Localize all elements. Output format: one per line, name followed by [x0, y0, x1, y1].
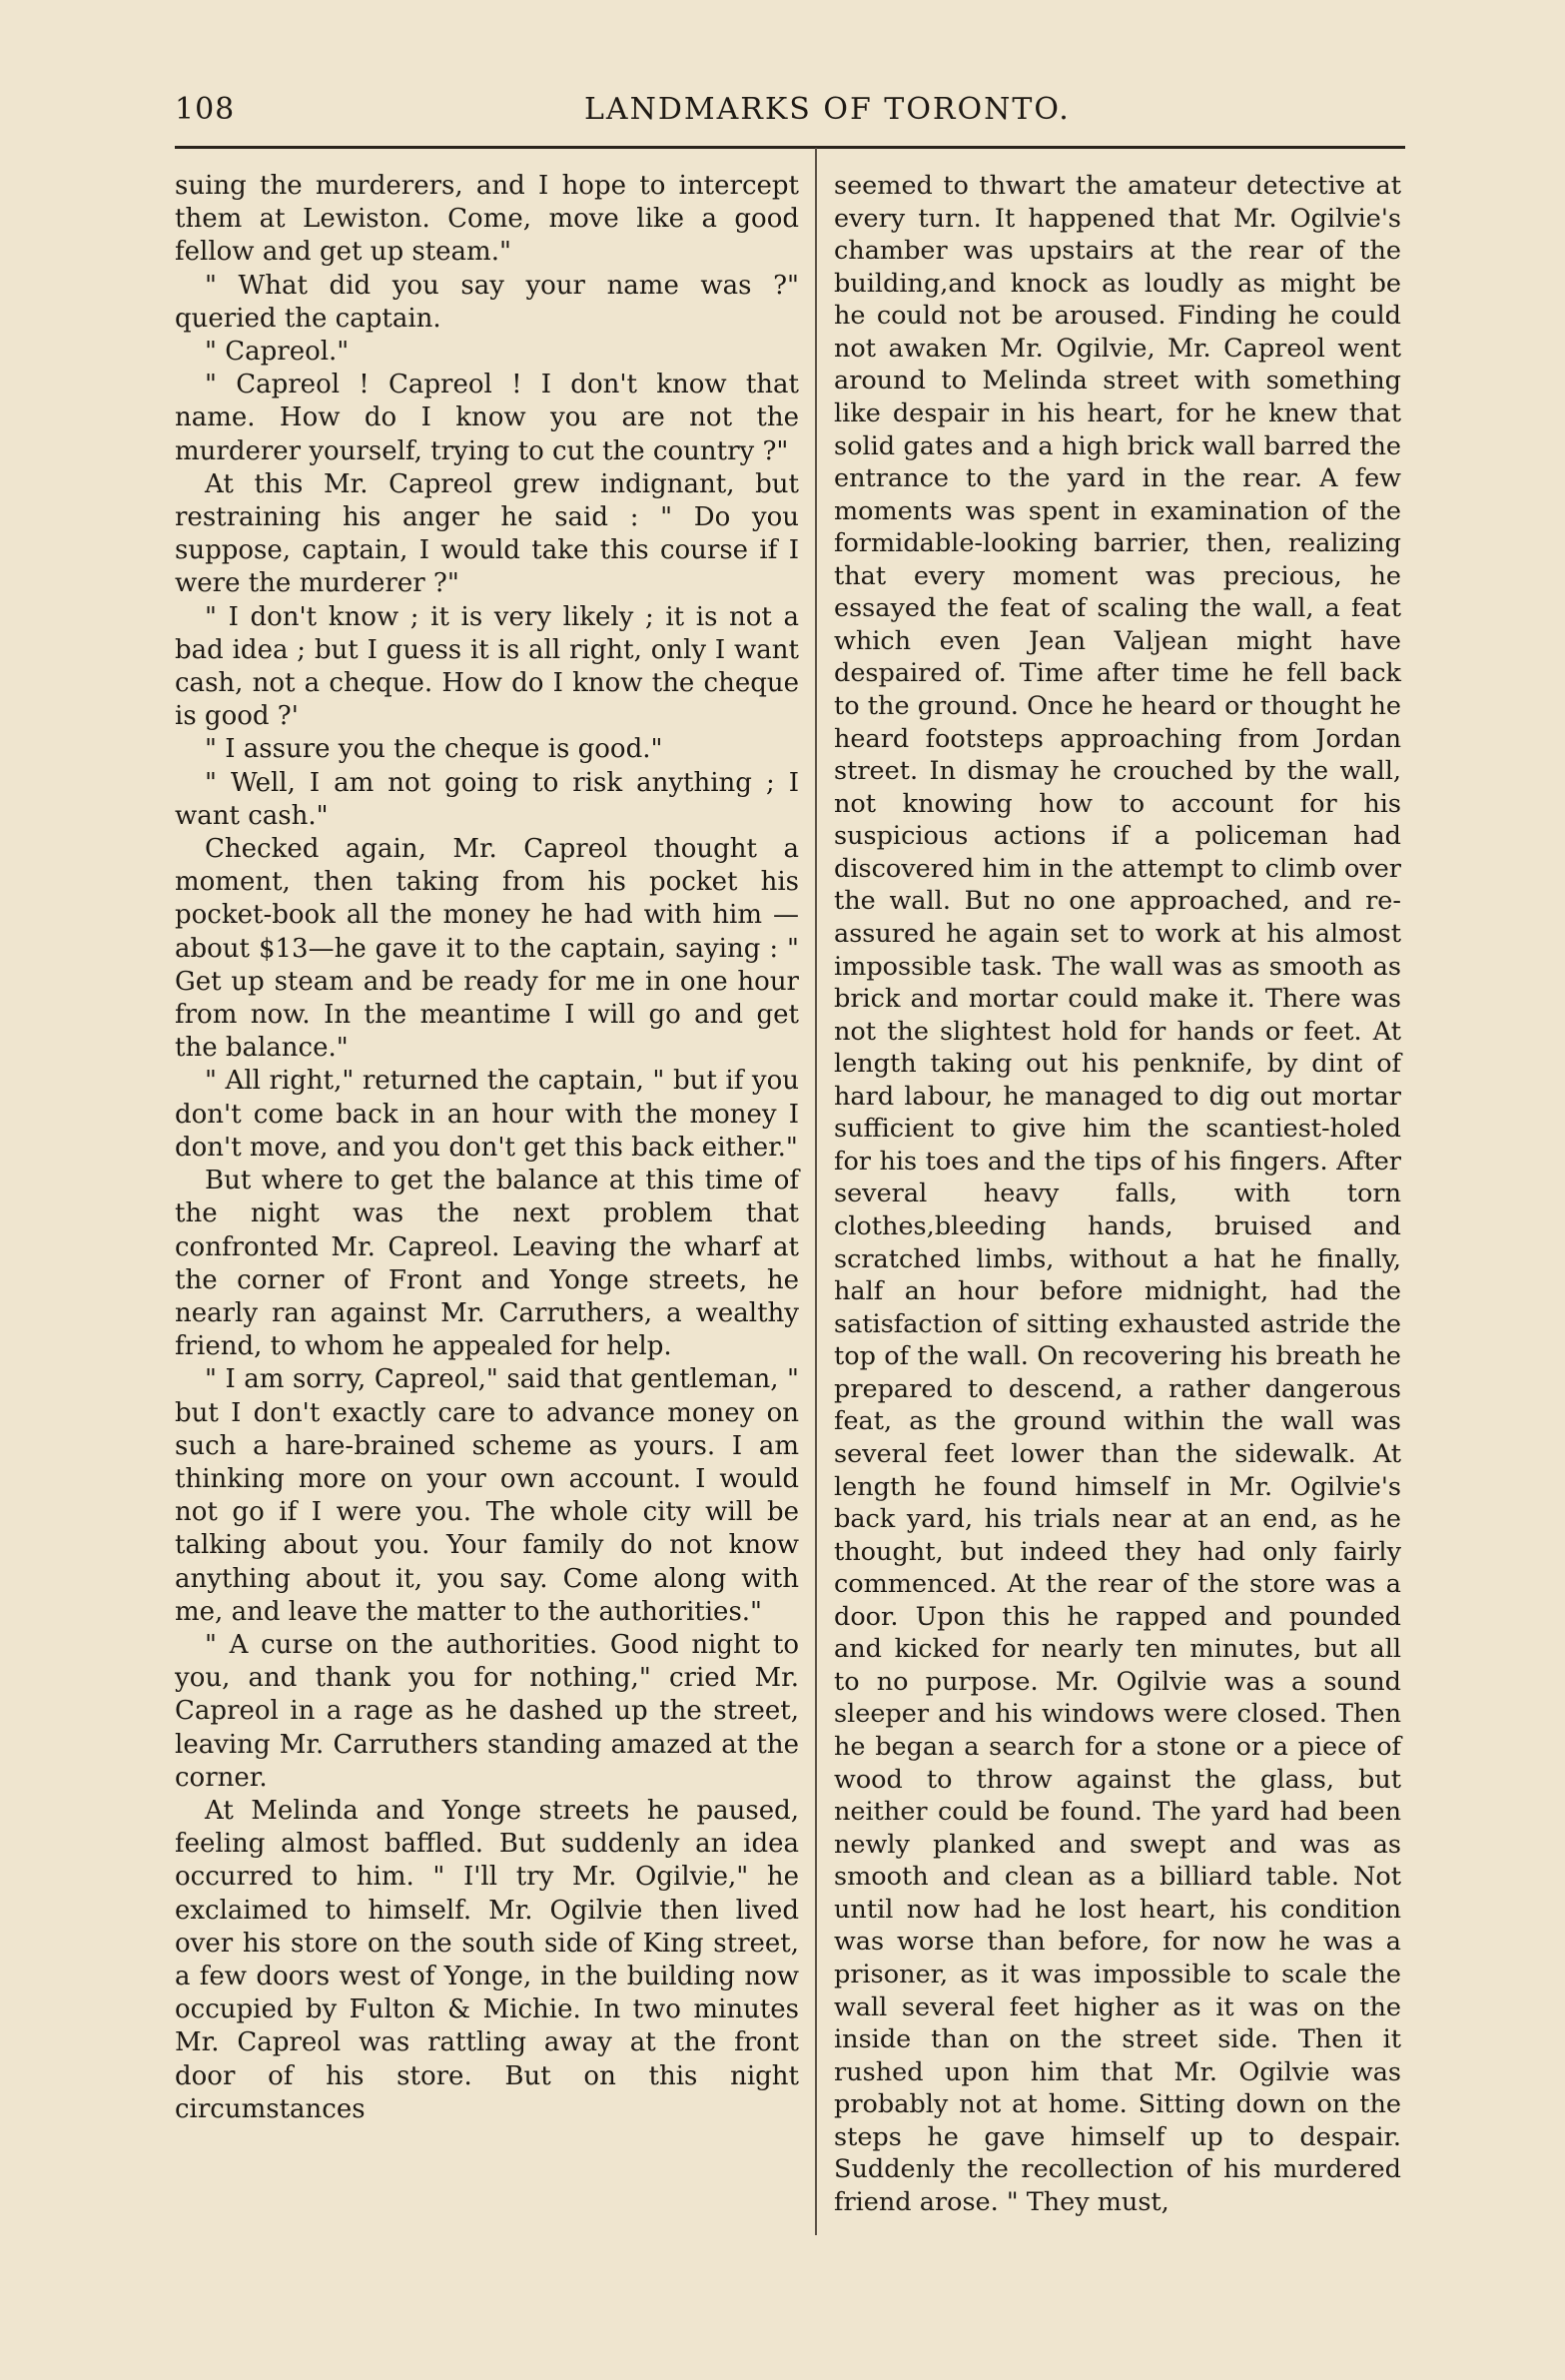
header-rule: [175, 146, 1405, 149]
paragraph: " Capreol ! Capreol ! I don't know that name. How do I know you are not the murderer yourself, trying to cut the country ?": [175, 370, 799, 466]
paragraph: " I don't know ; it is very likely ; it is not a bad idea ; but I guess it is all right, only I want cash, not a cheque. How do I know the cheque is good ?': [175, 601, 799, 732]
running-title: LANDMARKS OF TORONTO.: [584, 92, 1071, 127]
right-column: [834, 170, 1401, 2218]
paragraph: " What did you say your name was ?" queried the captain.: [175, 270, 799, 334]
paragraph: suing the murderers, and I hope to intercept them at Lewiston. Come, move like a good fellow and get up steam.": [175, 171, 799, 268]
column-divider: [815, 148, 817, 2235]
paragraph: " I assure you the cheque is good.": [205, 734, 663, 765]
paragraph: seemed to thwart the amateur detective at every turn. It happened that Mr. Ogilvie's chamber was upstairs at the rear of the building,and knock as loudly as might be he could not be aroused. Finding he could not awaken Mr. Ogilvie, Mr. Capreol went around to Melinda street with something like despair in his heart, for he knew that solid gates and a high brick wall barred the entrance to the yard in the rear. A few moments was spent in examination of the formidable-looking barrier, then, realizing that every moment was precious, he essayed the feat of scaling the wall, a feat which even Jean Valjean might have despaired of. Time after time he fell back to the ground. Once he heard or thought he heard footsteps approaching from Jordan street. In dismay he crouched by the wall, not knowing how to account for his suspicious actions if a policeman had discovered him in the attempt to climb over the wall. But no one approached, and re-assured he again set to work at his almost impossible task. The wall was as smooth as brick and mortar could make it. There was not the slightest hold for hands or feet. At length taking out his penknife, by dint of hard labour, he managed to dig out mortar sufficient to give him the scantiest-holed for his toes and the tips of his fingers. After several heavy falls, with torn clothes,bleeding hands, bruised and scratched limbs, without a hat he finally, half an hour before midnight, had the satisfaction of sitting exhausted astride the top of the wall. On recovering his breath he prepared to descend, a rather dangerous feat, as the ground within the wall was several feet lower than the sidewalk. At length he found himself in Mr. Ogilvie's back yard, his trials near at an end, as he thought, but indeed they had only fairly commenced. At the rear of the store was a door. Upon this he rapped and pounded and kicked for nearly ten minutes, but all to no purpose. Mr. Ogilvie was a sound sleeper and his windows were closed. Then he began a search for a stone or a piece of wood to throw against the glass, but neither could be found. The yard had been newly planked and swept and was as smooth and clean as a billiard table. Not until now had he lost heart, his condition was worse than before, for now he was a prisoner, as it was impossible to scale the wall several feet higher as it was on the inside than on the street side. Then it rushed upon him that Mr. Ogilvie was probably not at home. Sitting down on the steps he gave himself up to despair. Suddenly the recollection of his murdered friend arose. " They must,: [834, 171, 1401, 2217]
paragraph: " Well, I am not going to risk anything ; I want cash.": [175, 767, 799, 831]
paragraph: " All right," returned the captain, " but if you don't come back in an hour with the money I don't move, and you don't get this back either.": [175, 1066, 799, 1163]
paragraph: " Capreol.": [205, 337, 350, 368]
paragraph: " I am sorry, Capreol," said that gentleman, " but I don't exactly care to advance money on such a hare-brained scheme as yours. I am thinking more on your own account. I would not go if I were you. The whole city will be talking about you. Your family do not know anything about it, you say. Come along with me, and leave the matter to the authorities.": [175, 1364, 799, 1627]
paragraph: Checked again, Mr. Capreol thought a moment, then taking from his pocket his pocket-book all the money he had with him —about $13—he gave it to the captain, saying : " Get up steam and be ready for me in one hour from now. In the meantime I will go and get the balance.": [175, 834, 799, 1064]
page-header: [175, 92, 1405, 144]
paragraph: At Melinda and Yonge streets he paused, feeling almost baffled. But suddenly an idea occurred to him. " I'll try Mr. Ogilvie," he exclaimed to himself. Mr. Ogilvie then lived over his store on the south side of King street, a few doors west of Yonge, in the building now occupied by Fulton & Michie. In two minutes Mr. Capreol was rattling away at the front door of his store. But on this night circumstances: [175, 1795, 799, 2124]
paragraph: At this Mr. Capreol grew indignant, but restraining his anger he said : " Do you suppose, captain, I would take this course if I were the murderer ?": [175, 468, 799, 599]
paragraph: " A curse on the authorities. Good night to you, and thank you for nothing," cried Mr. Capreol in a rage as he dashed up the street, leaving Mr. Carruthers standing amazed at the corner.: [175, 1629, 799, 1793]
page-number: 108: [175, 92, 236, 127]
paragraph: But where to get the balance at this time of the night was the next problem that confronted Mr. Capreol. Leaving the wharf at the corner of Front and Yonge streets, he nearly ran against Mr. Carruthers, a wealthy friend, to whom he appealed for help.: [175, 1166, 799, 1362]
left-column: [175, 170, 799, 2126]
